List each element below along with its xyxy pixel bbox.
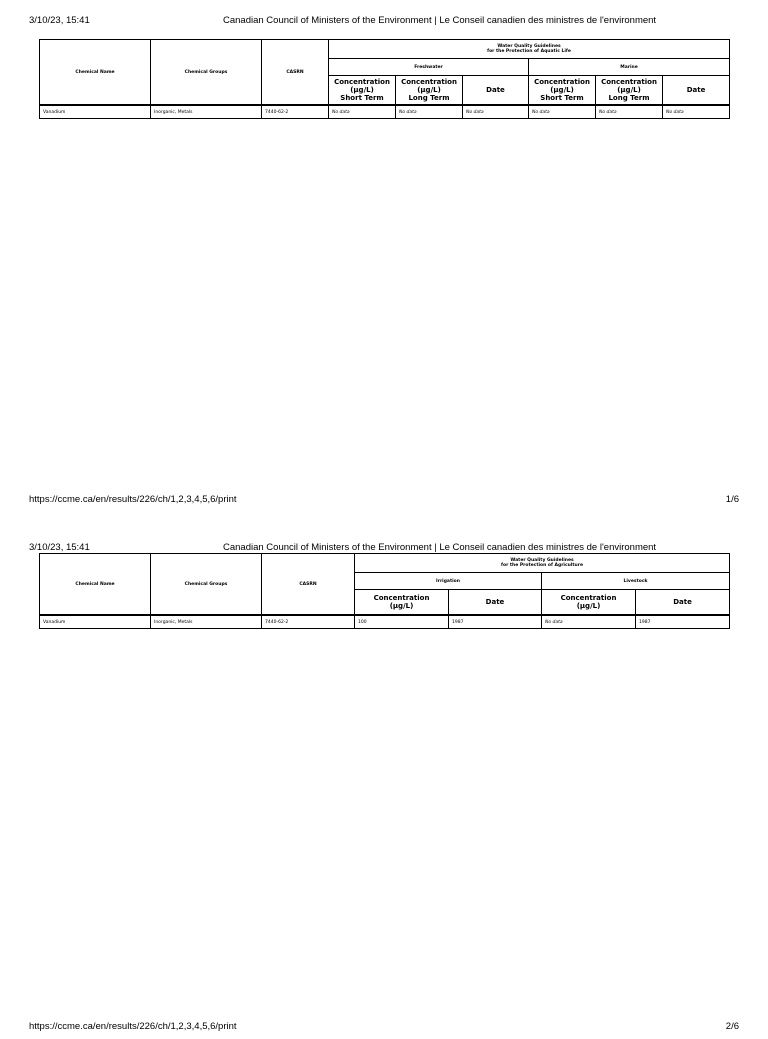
freshwater-date-header: Date	[463, 76, 529, 106]
casrn-cell: 7440-62-2	[262, 615, 355, 629]
marine-date-cell: No data	[663, 105, 730, 119]
aquatic-life-guidelines-table	[39, 39, 730, 119]
livestock-concentration-cell: No data	[542, 615, 636, 629]
guideline-group-header: Water Quality Guidelines for the Protection of Agriculture	[355, 554, 730, 573]
irrigation-date-cell: 1987	[449, 615, 542, 629]
print-url: https://ccme.ca/en/results/226/ch/1,2,3,4,5,6/print	[29, 1021, 237, 1032]
agriculture-guidelines-table	[39, 553, 730, 629]
print-title: Canadian Council of Ministers of the Environment | Le Conseil canadien des ministres de l'environment	[223, 15, 657, 26]
print-page-1	[0, 0, 768, 512]
chemical-groups-header: Chemical Groups	[151, 40, 262, 106]
livestock-date-header: Date	[636, 590, 730, 616]
livestock-date-cell: 1987	[636, 615, 730, 629]
chemical-groups-header: Chemical Groups	[151, 554, 262, 616]
chemical-name-header: Chemical Name	[40, 40, 151, 106]
freshwater-long-term-cell: No data	[396, 105, 463, 119]
chemical-groups-cell: Inorganic, Metals	[151, 615, 262, 629]
marine-date-header: Date	[663, 76, 730, 106]
casrn-cell: 7440-62-2	[262, 105, 329, 119]
print-title: Canadian Council of Ministers of the Environment | Le Conseil canadien des ministres de l'environment	[223, 542, 657, 553]
marine-long-term-cell: No data	[596, 105, 663, 119]
casrn-header: CASRN	[262, 40, 329, 106]
table-row	[40, 105, 730, 119]
page-number: 1/6	[725, 494, 739, 505]
irrigation-concentration-header: Concentration (µg/L)	[355, 590, 449, 616]
print-url: https://ccme.ca/en/results/226/ch/1,2,3,4,5,6/print	[29, 494, 237, 505]
page-number: 2/6	[725, 1021, 739, 1032]
print-date: 3/10/23, 15:41	[29, 542, 90, 553]
freshwater-date-cell: No data	[463, 105, 529, 119]
marine-long-term-header: Concentration (µg/L) Long Term	[596, 76, 663, 106]
irrigation-header: Irrigation	[355, 573, 542, 590]
chemical-name-header: Chemical Name	[40, 554, 151, 616]
marine-short-term-cell: No data	[529, 105, 596, 119]
freshwater-short-term-cell: No data	[329, 105, 396, 119]
irrigation-date-header: Date	[449, 590, 542, 616]
marine-header: Marine	[529, 59, 730, 76]
freshwater-short-term-header: Concentration (µg/L) Short Term	[329, 76, 396, 106]
livestock-header: Livestock	[542, 573, 730, 590]
freshwater-long-term-header: Concentration (µg/L) Long Term	[396, 76, 463, 106]
print-page-2	[0, 527, 768, 1039]
freshwater-header: Freshwater	[329, 59, 529, 76]
livestock-concentration-header: Concentration (µg/L)	[542, 590, 636, 616]
chemical-name-cell: Vanadium	[40, 615, 151, 629]
chemical-groups-cell: Inorganic, Metals	[151, 105, 262, 119]
casrn-header: CASRN	[262, 554, 355, 616]
print-date: 3/10/23, 15:41	[29, 15, 90, 26]
irrigation-concentration-cell: 100	[355, 615, 449, 629]
chemical-name-cell: Vanadium	[40, 105, 151, 119]
guideline-group-header: Water Quality Guidelines for the Protection of Aquatic Life	[329, 40, 730, 59]
table-row	[40, 615, 730, 629]
marine-short-term-header: Concentration (µg/L) Short Term	[529, 76, 596, 106]
